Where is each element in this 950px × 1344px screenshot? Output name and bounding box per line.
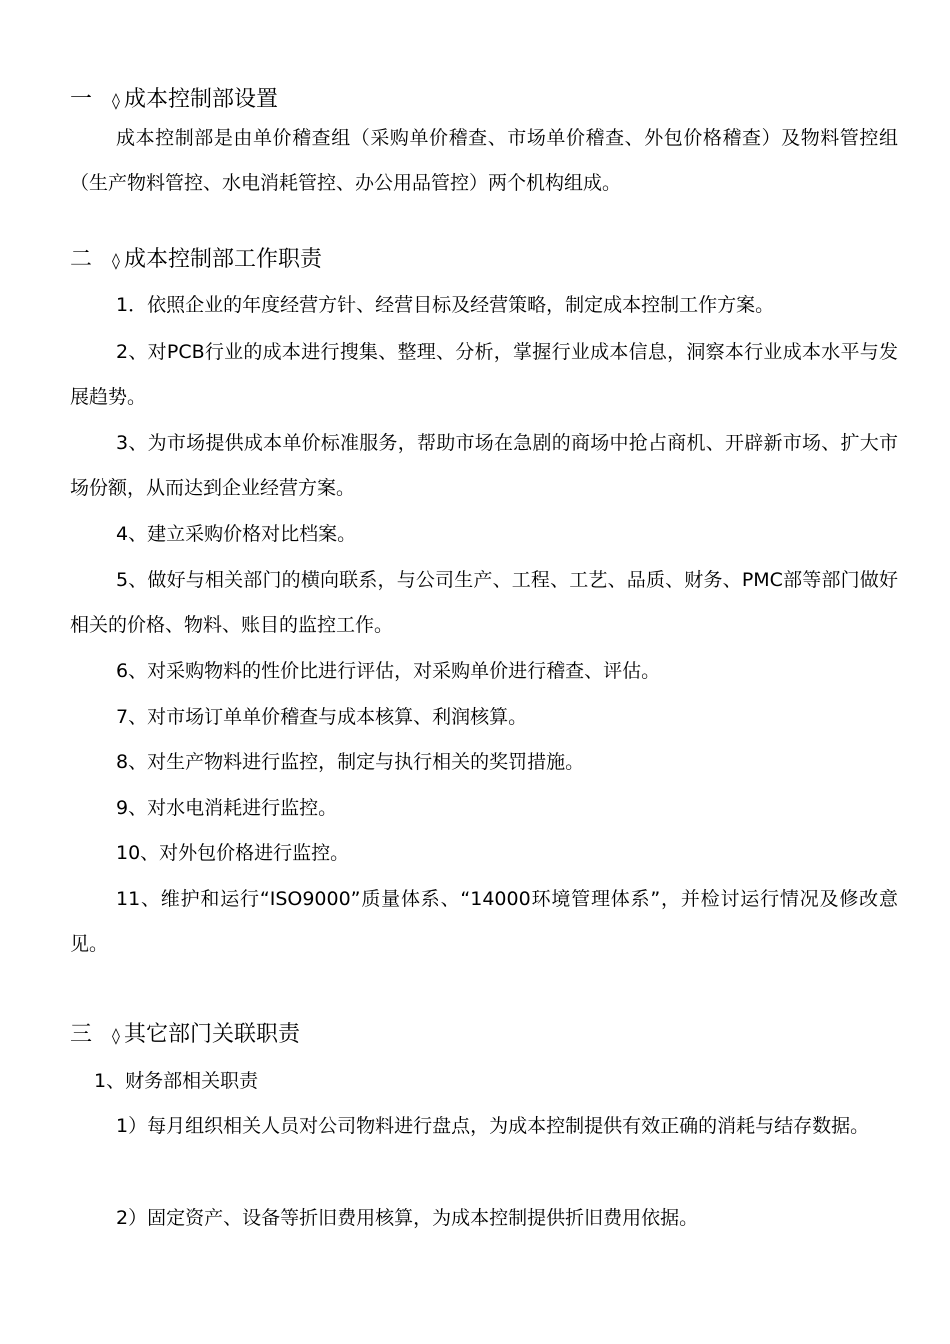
finance-duty-1: 1）每月组织相关人员对公司物料进行盘点，为成本控制提供有效正确的消耗与结存数据。 xyxy=(116,1115,870,1137)
duty-item-6: 6、对采购物料的性价比进行评估，对采购单价进行稽查、评估。 xyxy=(116,660,661,682)
duty-item-9: 9、对水电消耗进行监控。 xyxy=(116,797,338,819)
section-2-title: 成本控制部工作职责 xyxy=(124,247,323,272)
duty-item-10: 10、对外包价格进行监控。 xyxy=(116,842,350,864)
section-1-paragraph-1: 成本控制部是由单价稽查组（采购单价稽查、市场单价稽查、外包价格稽查）及物料管控组（生产物料管控、水电消耗管控、办公用品管控）两个机构组成。 xyxy=(70,127,898,194)
section-2-heading xyxy=(70,245,322,276)
duty-item-7: 7、对市场订单单价稽查与成本核算、利润核算。 xyxy=(116,706,528,728)
section-3-heading xyxy=(70,1020,300,1051)
finance-duty-2: 2）固定资产、设备等折旧费用核算，为成本控制提供折旧费用依据。 xyxy=(116,1207,699,1229)
duty-item-1: 1．依照企业的年度经营方针、经营目标及经营策略，制定成本控制工作方案。 xyxy=(116,294,775,316)
duty-item-11: 11、维护和运行“ISO9000”质量体系、“14000环境管理体系”，并检讨运行情况及修改意见。 xyxy=(70,888,898,955)
finance-subheading: 1、财务部相关职责 xyxy=(94,1070,259,1092)
duty-item-2: 2、对PCB行业的成本进行搜集、整理、分析，掌握行业成本信息，洞察本行业成本水平与发展趋势。 xyxy=(70,341,898,408)
diamond-icon: ◊ xyxy=(112,251,120,270)
duty-item-8: 8、对生产物料进行监控，制定与执行相关的奖罚措施。 xyxy=(116,751,585,773)
section-3-title: 其它部门关联职责 xyxy=(124,1022,301,1047)
section-3-number: 三 xyxy=(70,1022,93,1047)
diamond-icon: ◊ xyxy=(112,1026,120,1045)
duty-item-4: 4、建立采购价格对比档案。 xyxy=(116,523,357,545)
diamond-icon: ◊ xyxy=(112,91,120,110)
section-1-title: 成本控制部设置 xyxy=(124,87,279,112)
section-1-number: 一 xyxy=(70,87,93,112)
section-2-number: 二 xyxy=(70,247,93,272)
section-1-heading xyxy=(70,85,278,116)
duty-item-3: 3、为市场提供成本单价标准服务，帮助市场在急剧的商场中抢占商机、开辟新市场、扩大市场份额，从而达到企业经营方案。 xyxy=(70,432,898,499)
duty-item-5: 5、做好与相关部门的横向联系，与公司生产、工程、工艺、品质、财务、PMC部等部门做好相关的价格、物料、账目的监控工作。 xyxy=(70,569,898,636)
